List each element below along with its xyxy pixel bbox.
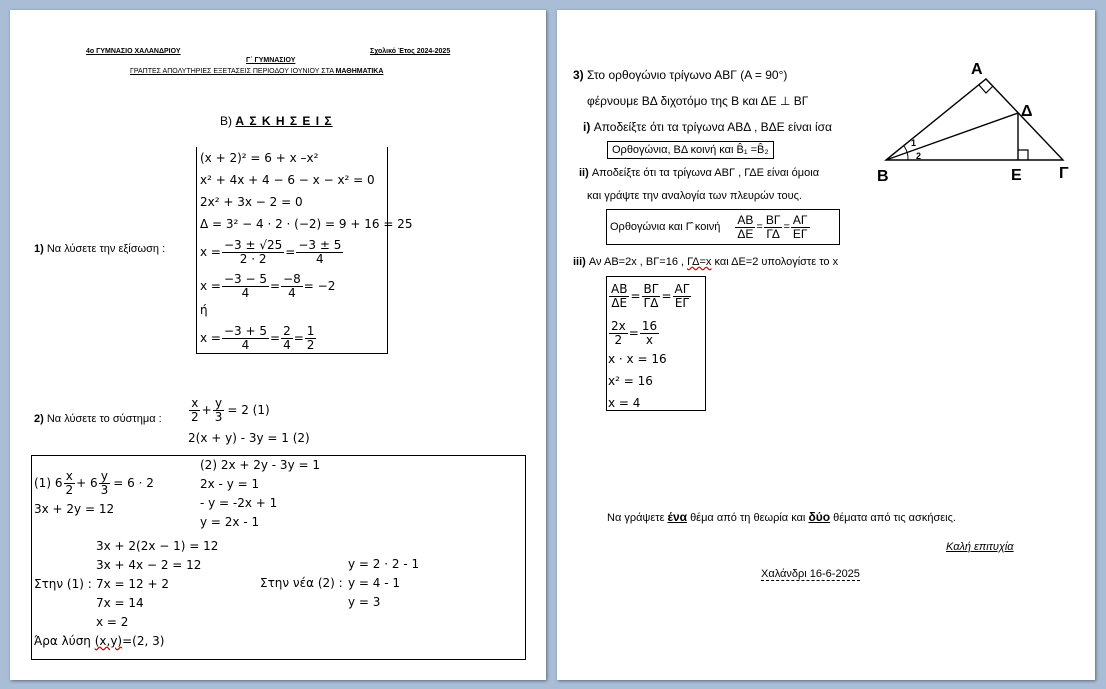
vertex-e: Ε	[1011, 167, 1022, 184]
section-title: Β) Α Σ Κ Η Σ Ε Ι Σ	[220, 114, 333, 128]
vertex-a: Α	[971, 61, 983, 78]
exam-line: ΓΡΑΠΤΕΣ ΑΠΟΛΥΤΗΡΙΕΣ ΕΞΕΤΑΣΕΙΣ ΠΕΡΙΟΔΟΥ ΙΟΥΝΙΟΥ ΣΤΑ ΜΑΘΗΜΑΤΙΚΑ	[130, 68, 384, 75]
grade: Γ΄ ΓΥΜΝΑΣΙΟΥ	[246, 57, 296, 64]
ex1-solution	[200, 147, 412, 355]
ex3-ii-2: και γράψτε την αναλογία των πλευρών τους.	[587, 190, 802, 202]
ex3-i-answer: Ορθογώνια, ΒΔ κοινή και B̂₁ =B̂₂	[607, 141, 774, 159]
ex2-step-a2: 3x + 2y = 12	[34, 502, 115, 516]
ex3-intro: 3) Στο ορθογώνιο τρίγωνο ΑΒΓ (Α = 90°)	[573, 68, 788, 82]
ex1-line-7: x = $\frac{-3 + 5}{4}$ = $\frac{2}{4}$ = $\frac{1}{2}$	[200, 323, 315, 352]
vertex-g: Γ	[1059, 165, 1069, 182]
page-1	[10, 10, 546, 680]
ex1-line-1: (x + 2)² = 6 + x –x²	[200, 151, 319, 165]
school-year: Σχολικό Έτος 2024-2025	[370, 48, 451, 55]
ex2-prompt: 2) Να λύσετε το σύστημα :	[34, 413, 162, 425]
ex2-system-eq2: 2(x + y) - 3y = 1 (2)	[188, 431, 310, 445]
ex2-step-d: y = 2 · 2 - 1 Στην νέα (2) : y = 4 - 1 y = 3	[260, 557, 420, 609]
vertex-d: Δ	[1021, 103, 1033, 120]
ex3-iii-solution: $\frac{AB}{\Delta E}$ = $\frac{B\Gamma}{\Gamma\Delta}$ = $\frac{A\Gamma}{E\Gamma}$ $\frac{2x}{2}$ = $\frac{16}{x}$ x · x = 16 x² = 16 x = 4	[608, 281, 690, 410]
right-angle-a	[979, 85, 993, 93]
ex1-line-6: x = $\frac{-3 - 5}{4}$ = $\frac{-8}{4}$ = −2	[200, 271, 336, 300]
ex2-step-a1: (1) 6 $\frac{x}{2}$ + 6 $\frac{y}{3}$ = 6 · 2	[34, 469, 154, 497]
triangle-figure	[875, 50, 1090, 190]
ex1-line-4: Δ = 3² − 4 · 2 · (−2) = 9 + 16 = 25	[200, 217, 413, 231]
ex2-step-b: (2) 2x + 2y - 3y = 1 2x - y = 1 - y = -2x + 1 y = 2x - 1	[200, 458, 320, 529]
ex3-ii-answer: Ορθογώνια και Γ̂ κοινή $\frac{AB}{\Delta E}$ = $\frac{B\Gamma}{\Gamma\Delta}$ = $\frac{A\Gamma}{E\Gamma}$	[606, 209, 840, 245]
footer-note: Να γράψετε ένα θέμα από τη θεωρία και δύο θέματα από τις ασκήσεις.	[607, 510, 956, 524]
ex1-line-5: x = $\frac{-3 \pm √25}{2 \cdot 2}$ = $\frac{-3 \pm 5}{4}$	[200, 237, 342, 266]
page-2	[557, 10, 1095, 680]
ex3-i: i) Αποδείξτε ότι τα τρίγωνα ΑΒΔ , ΒΔΕ είναι ίσα	[583, 120, 832, 134]
vertex-b: Β	[877, 168, 889, 185]
ex3-ii: ii) Αποδείξτε ότι τα τρίγωνα ΑΒΓ , ΓΔΕ είναι όμοια	[579, 167, 820, 179]
angle-label-1: 1	[911, 138, 917, 148]
ex1-prompt: 1) Να λύσετε την εξίσωση :	[34, 243, 166, 255]
ex1-line-3: 2x² + 3x − 2 = 0	[200, 195, 303, 209]
ex3-iii: iii) Αν ΑΒ=2x , ΒΓ=16 , ΓΔ=x και ΔΕ=2 υπολογίστε το x	[573, 256, 839, 268]
school-name: 4o ΓΥΜΝΑΣΙΟ ΧΑΛΑΝΔΡΙΟΥ	[86, 48, 181, 55]
angle-label-2: 2	[916, 151, 922, 161]
good-luck: Καλή επιτυχία	[946, 541, 1014, 553]
ex2-step-c: 3x + 2(2x − 1) = 12 3x + 4x − 2 = 12 Στην (1) : 7x = 12 + 2 7x = 14 x = 2	[34, 539, 219, 629]
ex1-or: ή	[200, 303, 208, 317]
bisector-bd	[886, 113, 1018, 160]
ex2-system-eq1: $\frac{x}{2}$ + $\frac{y}{3}$ = 2 (1)	[191, 396, 270, 424]
place-date: Χαλάνδρι 16-6-2025	[761, 568, 860, 580]
ex3-line2: φέρνουμε ΒΔ διχοτόμο της Β και ΔΕ ⊥ ΒΓ	[587, 94, 809, 108]
ex2-answer: Άρα λύση (x,y)=(2, 3)	[34, 634, 165, 648]
ex1-line-2: x² + 4x + 4 − 6 − x − x² = 0	[200, 173, 375, 187]
right-angle-e	[1018, 150, 1028, 160]
